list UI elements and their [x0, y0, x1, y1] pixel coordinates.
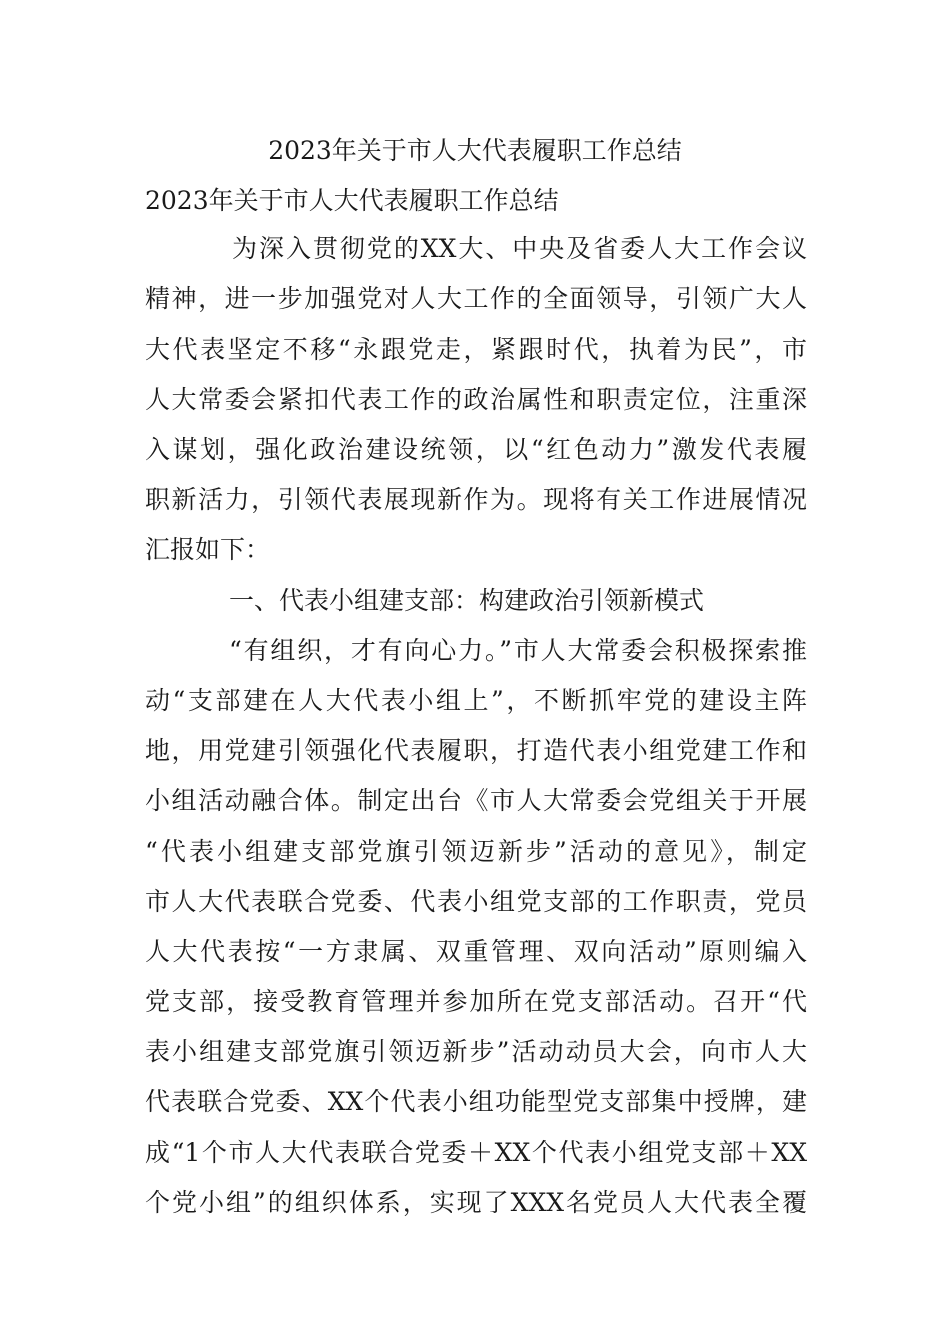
section-line-3: 地，用党建引领强化代表履职，打造代表小组党建工作和 [145, 736, 807, 765]
intro-line-6: 职新活力，引领代表展现新作为。现将有关工作进展情况 [145, 485, 807, 514]
section-line-12: 个党小组”的组织体系，实现了XXX名党员人大代表全覆 [145, 1188, 807, 1217]
section-line-6: 市人大代表联合党委、代表小组党支部的工作职责，党员 [145, 887, 807, 916]
intro-line-5: 入谋划，强化政治建设统领，以“红色动力”激发代表履 [145, 435, 807, 464]
section-heading: 一、代表小组建支部：构建政治引领新模式 [229, 586, 705, 615]
intro-line-7: 汇报如下： [145, 535, 271, 564]
section-line-5: “代表小组建支部党旗引领迈新步”活动的意见》，制定 [145, 837, 807, 866]
section-line-4: 小组活动融合体。制定出台《市人大常委会党组关于开展 [145, 786, 807, 815]
section-line-10: 代表联合党委、XX个代表小组功能型党支部集中授牌，建 [145, 1087, 807, 1116]
intro-line-4: 人大常委会紧扣代表工作的政治属性和职责定位，注重深 [145, 385, 807, 414]
document-title: 2023年关于市人大代表履职工作总结 [268, 136, 682, 165]
section-line-9: 表小组建支部党旗引领迈新步”活动动员大会，向市人大 [145, 1037, 807, 1066]
section-line-7: 人大代表按“一方隶属、双重管理、双向活动”原则编入 [145, 937, 807, 966]
section-line-1: “有组织，才有向心力。”市人大常委会积极探索推 [229, 636, 807, 665]
section-line-2: 动“支部建在人大代表小组上”，不断抓牢党的建设主阵 [145, 686, 807, 715]
intro-line-3: 大代表坚定不移“永跟党走，紧跟时代，执着为民”，市 [145, 335, 807, 364]
section-line-8: 党支部，接受教育管理并参加所在党支部活动。召开“代 [145, 987, 807, 1016]
intro-line-2: 精神，进一步加强党对人大工作的全面领导，引领广大人 [145, 284, 807, 313]
section-line-11: 成“1个市人大代表联合党委＋XX个代表小组党支部＋XX [145, 1138, 807, 1167]
intro-line-1: 为深入贯彻党的XX大、中央及省委人大工作会议 [232, 234, 807, 263]
document-subtitle: 2023年关于市人大代表履职工作总结 [145, 186, 559, 215]
